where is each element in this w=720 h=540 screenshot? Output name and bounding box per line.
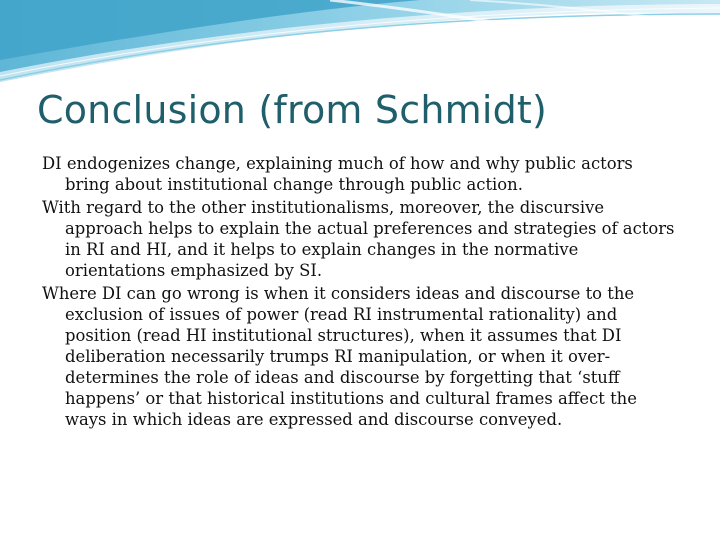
bullet-point: With regard to the other institutionalisms, moreover, the discursive approach helps to explain the actual preferences and strategies of actors in RI and HI, and it helps to explain changes in the normative orientations emphasized by SI.: [42, 198, 675, 280]
slide-title: Conclusion (from Schmidt): [37, 88, 548, 132]
header-wave-decoration: [0, 0, 720, 90]
bullet-point: Where DI can go wrong is when it considers ideas and discourse to the exclusion of issues of power (read RI instrumental rationality) and position (read HI institutional structures), when it assumes that DI deliberation necessarily trumps RI manipulation, or when it over-determines the role of ideas and discourse by forgetting that ‘stuff happens’ or that historical institutions and cultural frames affect the ways in which ideas are expressed and discourse conveyed.: [42, 284, 637, 429]
bullet-point: DI endogenizes change, explaining much of how and why public actors bring about institutional change through public action.: [42, 154, 633, 194]
bullet-list: [42, 153, 682, 432]
